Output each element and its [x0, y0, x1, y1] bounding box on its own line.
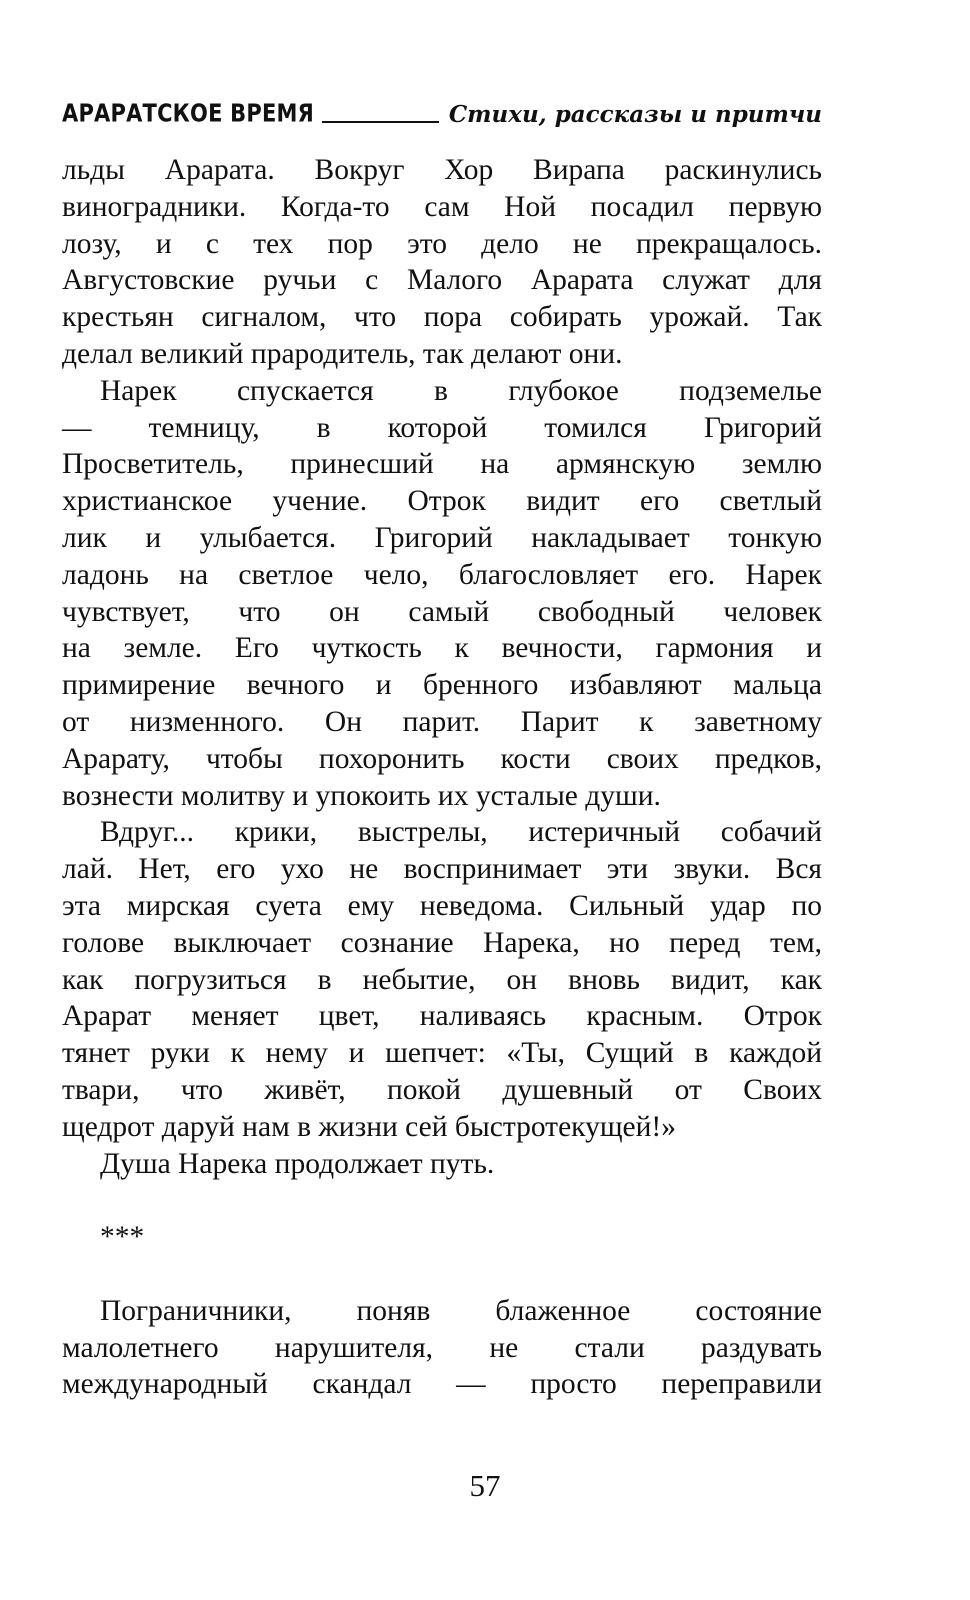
- text-line: международный скандал — просто переправили: [62, 1368, 822, 1401]
- text-line: крестьян сигналом, что пора собирать урожай. Так: [62, 301, 822, 334]
- paragraph-3: [62, 814, 822, 1145]
- paragraph-2: [62, 373, 822, 815]
- paragraph-5: [62, 1293, 822, 1403]
- text-line: тянет руки к нему и шепчет: «Ты, Сущий в каждой: [62, 1037, 822, 1070]
- text-line: — темницу, в которой томился Григорий: [62, 411, 822, 444]
- text-line: лозу, и с тех пор это дело не прекращалось.: [62, 227, 822, 260]
- text-line: чувствует, что он самый свободный человек: [62, 595, 822, 628]
- text-line: Вдруг... крики, выстрелы, истеричный собачий: [100, 816, 822, 849]
- text-line: от низменного. Он парит. Парит к заветному: [62, 705, 822, 738]
- body-text: [62, 152, 822, 1403]
- text-line: Просветитель, принесший на армянскую землю: [62, 448, 822, 481]
- text-line: Арарат меняет цвет, наливаясь красным. Отрок: [62, 1000, 822, 1033]
- text-line: примирение вечного и бренного избавляют мальца: [62, 669, 822, 702]
- text-line: Душа Нарека продолжает путь.: [100, 1147, 495, 1180]
- text-line: Нарек спускается в глубокое подземелье: [100, 374, 822, 407]
- text-line: Августовские ручьи с Малого Арарата служат для: [62, 264, 822, 297]
- text-line: вознести молитву и упокоить их усталые души.: [62, 779, 661, 812]
- text-line: как погрузиться в небытие, он вновь видит, как: [62, 963, 822, 996]
- text-line: твари, что живёт, покой душевный от Своих: [62, 1073, 822, 1106]
- text-line: эта мирская суета ему неведома. Сильный удар по: [62, 889, 822, 922]
- running-header: [62, 86, 822, 126]
- page-number: 57: [469, 1468, 501, 1503]
- text-line: Пограничники, поняв блаженное состояние: [100, 1294, 822, 1327]
- paragraph-1: [62, 152, 822, 373]
- section-title: Стихи, рассказы и притчи: [448, 101, 822, 128]
- text-line: льды Арарата. Вокруг Хор Вирапа раскинулись: [62, 154, 822, 186]
- text-line: Арарату, чтобы похоронить кости своих предков,: [62, 742, 822, 775]
- text-line: на земле. Его чуткость к вечности, гармония и: [62, 632, 822, 665]
- text-line: щедрот даруй нам в жизни сей быстротекущей!»: [62, 1110, 676, 1143]
- header-rule: [322, 121, 439, 123]
- text-line: малолетнего нарушителя, не стали раздувать: [62, 1331, 822, 1364]
- text-line: делал великий прародитель, так делают они.: [62, 337, 623, 370]
- section-separator: ***: [100, 1221, 145, 1254]
- book-title: АРАРАТСКОЕ ВРЕМЯ: [62, 98, 314, 128]
- text-line: голове выключает сознание Нарека, но перед тем,: [62, 926, 822, 959]
- text-line: ладонь на светлое чело, благословляет его. Нарек: [62, 558, 822, 591]
- text-line: лик и улыбается. Григорий накладывает тонкую: [62, 521, 822, 554]
- text-line: христианское учение. Отрок видит его светлый: [62, 485, 822, 518]
- text-line: виноградники. Когда-то сам Ной посадил первую: [62, 190, 822, 223]
- text-line: лай. Нет, его ухо не воспринимает эти звуки. Вся: [62, 853, 822, 886]
- paragraph-4: [62, 1146, 822, 1183]
